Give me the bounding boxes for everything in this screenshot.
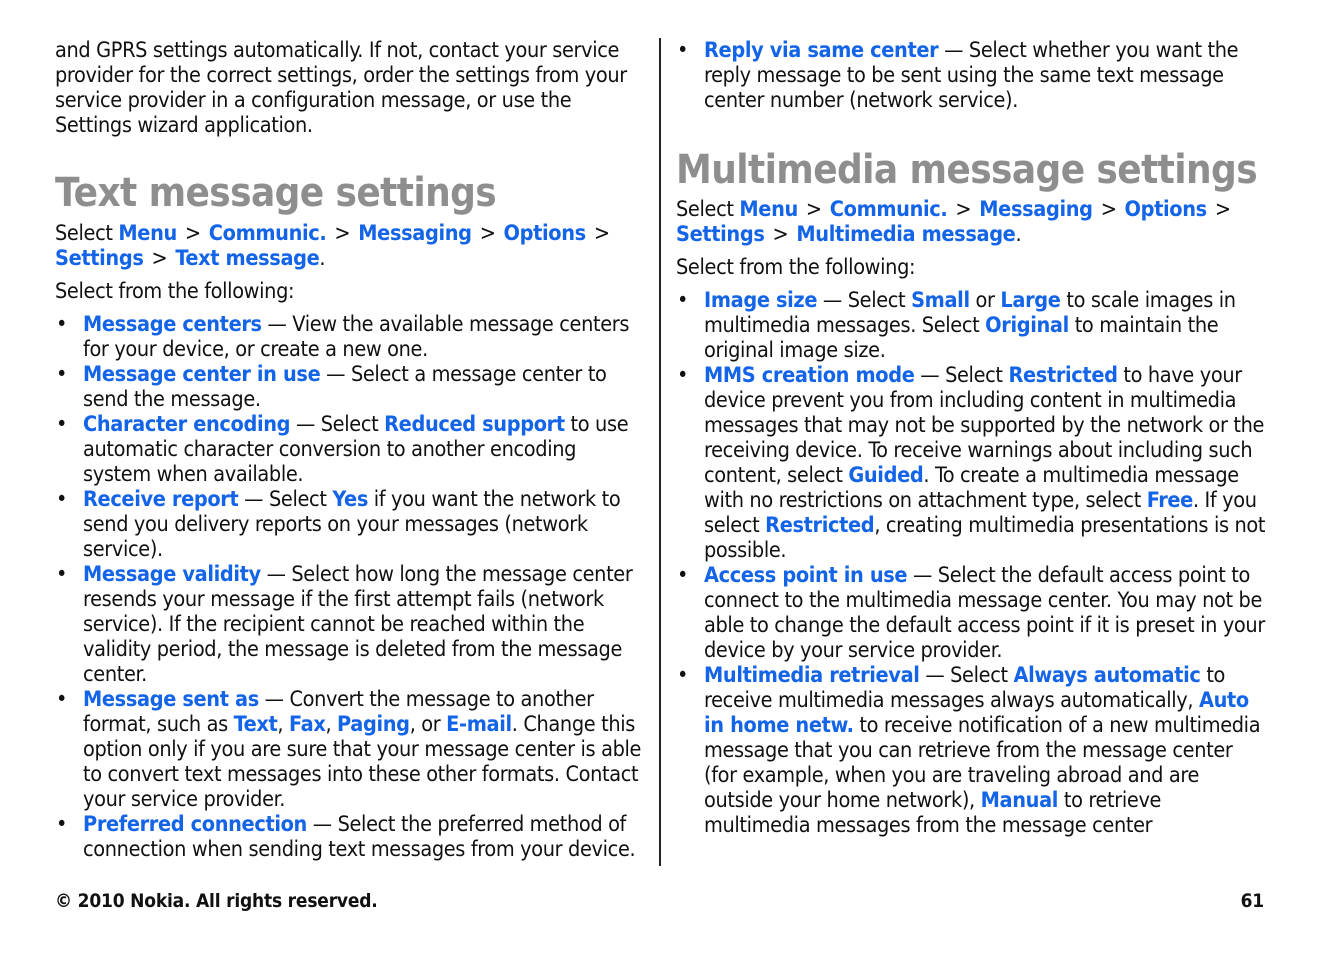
- list-item: [55, 312, 645, 362]
- access-point-in-use-option[interactable]: Access point in use: [704, 563, 908, 588]
- list-item: [676, 38, 1266, 113]
- option-description: to scale images in multimedia messages. Select: [704, 288, 1236, 338]
- option-description: — Select: [914, 363, 1009, 388]
- path-multimedia-message-link[interactable]: Multimedia message: [796, 222, 1016, 247]
- page-number: 61: [1240, 890, 1264, 912]
- intro-paragraph: and GPRS settings automatically. If not, contact your service provider for the correct settings, order the settings from your service provider in a configuration message, or use the Settings wizard application.: [55, 38, 627, 138]
- option-description: or: [969, 288, 1001, 313]
- path-select-label: Select: [676, 197, 734, 222]
- option-description: to receive multimedia messages always automatically,: [704, 663, 1226, 713]
- list-item: [676, 663, 1266, 838]
- always-automatic-value[interactable]: Always automatic: [1013, 663, 1201, 688]
- message-sent-as-option[interactable]: Message sent as: [83, 687, 259, 712]
- fax-value[interactable]: Fax: [289, 712, 326, 737]
- message-center-in-use-option[interactable]: Message center in use: [83, 362, 321, 387]
- option-description: — Convert the message to another format, such as: [83, 687, 594, 737]
- large-value[interactable]: Large: [1000, 288, 1061, 313]
- path-communic-link[interactable]: Communic.: [208, 221, 327, 246]
- list-item: [55, 412, 645, 487]
- manual-value[interactable]: Manual: [980, 788, 1059, 813]
- preferred-connection-option[interactable]: Preferred connection: [83, 812, 307, 837]
- multimedia-options-list: [676, 288, 1266, 838]
- guided-value[interactable]: Guided: [848, 463, 924, 488]
- yes-value[interactable]: Yes: [332, 487, 368, 512]
- path-text-message-link[interactable]: Text message: [175, 246, 320, 271]
- comma: ,: [325, 712, 338, 737]
- multimedia-retrieval-option[interactable]: Multimedia retrieval: [704, 663, 920, 688]
- option-description: — Select whether you want the reply message to be sent using the same text message center number (network service).: [704, 38, 1239, 113]
- path-separator: >: [479, 221, 496, 246]
- path-menu-link[interactable]: Menu: [118, 221, 177, 246]
- path-options-link[interactable]: Options: [503, 221, 586, 246]
- option-description: to use automatic character conversion to another encoding system when available.: [83, 412, 629, 487]
- path-options-link[interactable]: Options: [1124, 197, 1207, 222]
- paging-value[interactable]: Paging: [337, 712, 410, 737]
- path-separator: >: [151, 246, 168, 271]
- list-item: [55, 812, 645, 862]
- option-description: to maintain the original image size.: [704, 313, 1219, 363]
- option-description: — Select: [817, 288, 912, 313]
- path-separator: >: [1214, 197, 1231, 222]
- email-value[interactable]: E-mail: [446, 712, 512, 737]
- path-select-label: Select: [55, 221, 113, 246]
- reduced-support-value[interactable]: Reduced support: [384, 412, 565, 437]
- path-separator: >: [805, 197, 822, 222]
- auto-in-home-netw-value[interactable]: Auto in home netw.: [704, 688, 1249, 738]
- mms-creation-mode-option[interactable]: MMS creation mode: [704, 363, 915, 388]
- text-message-options-list: [55, 312, 645, 862]
- option-description: if you want the network to send you delivery reports on your messages (network service).: [83, 487, 621, 562]
- option-description: , creating multimedia presentations is not possible.: [704, 513, 1266, 563]
- copyright-footer: © 2010 Nokia. All rights reserved.: [55, 890, 378, 912]
- list-item: [55, 687, 645, 812]
- comma: ,: [277, 712, 290, 737]
- path-separator: >: [772, 222, 789, 247]
- right-column: [676, 38, 1266, 838]
- path-messaging-link[interactable]: Messaging: [358, 221, 472, 246]
- column-divider: [659, 38, 661, 866]
- path-separator: >: [334, 221, 351, 246]
- reply-via-same-center-option[interactable]: Reply via same center: [704, 38, 939, 63]
- text-message-menu-path: [55, 221, 645, 271]
- path-menu-link[interactable]: Menu: [739, 197, 798, 222]
- image-size-option[interactable]: Image size: [704, 288, 818, 313]
- continued-options-list: [676, 38, 1266, 113]
- option-description: . Change this option only if you are sure that your message center is able to convert text messages into these other formats. Contact your service provider.: [83, 712, 642, 812]
- restricted-value[interactable]: Restricted: [765, 513, 875, 538]
- path-messaging-link[interactable]: Messaging: [979, 197, 1093, 222]
- message-centers-option[interactable]: Message centers: [83, 312, 262, 337]
- original-value[interactable]: Original: [985, 313, 1069, 338]
- path-settings-link[interactable]: Settings: [55, 246, 144, 271]
- list-item: [55, 487, 645, 562]
- path-period: .: [319, 246, 326, 271]
- option-description: — Select the default access point to connect to the multimedia message center. You may not be able to change the default access point if it is preset in your device by your service provider.: [704, 563, 1265, 663]
- list-item: [676, 288, 1266, 363]
- option-description: — Select how long the message center resends your message if the first attempt fails (network service). If the recipient cannot be reached within the validity period, the message is deleted from the message center.: [83, 562, 633, 687]
- option-description: to receive notification of a new multimedia message that you can retrieve from the message center (for example, when you are traveling abroad and are outside your home network),: [704, 713, 1261, 813]
- character-encoding-option[interactable]: Character encoding: [83, 412, 291, 437]
- receive-report-option[interactable]: Receive report: [83, 487, 239, 512]
- option-description: — Select: [919, 663, 1014, 688]
- option-description: — Select the preferred method of connection when sending text messages from your device.: [83, 812, 636, 862]
- path-separator: >: [593, 221, 610, 246]
- restricted-value[interactable]: Restricted: [1008, 363, 1118, 388]
- select-from-label: Select from the following:: [55, 279, 295, 304]
- text-message-settings-heading: Text message settings: [55, 170, 497, 216]
- option-description: — Select a message center to send the message.: [83, 362, 607, 412]
- option-description: to have your device prevent you from including content in multimedia messages that may not be supported by the network or the receiving device. To receive warnings about including such content, select: [704, 363, 1265, 488]
- multimedia-message-menu-path: [676, 197, 1266, 247]
- option-description: — View the available message centers for your device, or create a new one.: [83, 312, 630, 362]
- left-column: [55, 38, 645, 862]
- comma-or: , or: [409, 712, 447, 737]
- small-value[interactable]: Small: [911, 288, 970, 313]
- path-separator: >: [1100, 197, 1117, 222]
- message-validity-option[interactable]: Message validity: [83, 562, 261, 587]
- option-description: . If you select: [704, 488, 1257, 538]
- select-from-label: Select from the following:: [676, 255, 916, 280]
- path-communic-link[interactable]: Communic.: [829, 197, 948, 222]
- list-item: [676, 563, 1266, 663]
- list-item: [676, 363, 1266, 563]
- text-value[interactable]: Text: [233, 712, 278, 737]
- option-description: — Select: [238, 487, 333, 512]
- option-description: — Select: [290, 412, 385, 437]
- list-item: [55, 562, 645, 687]
- path-period: .: [1015, 222, 1022, 247]
- list-item: [55, 362, 645, 412]
- option-description: . To create a multimedia message with no restrictions on attachment type, select: [704, 463, 1239, 513]
- multimedia-message-settings-heading: Multimedia message settings: [676, 147, 1258, 193]
- path-separator: >: [955, 197, 972, 222]
- path-settings-link[interactable]: Settings: [676, 222, 765, 247]
- option-description: to retrieve multimedia messages from the message center: [704, 788, 1162, 838]
- free-value[interactable]: Free: [1146, 488, 1193, 513]
- path-separator: >: [184, 221, 201, 246]
